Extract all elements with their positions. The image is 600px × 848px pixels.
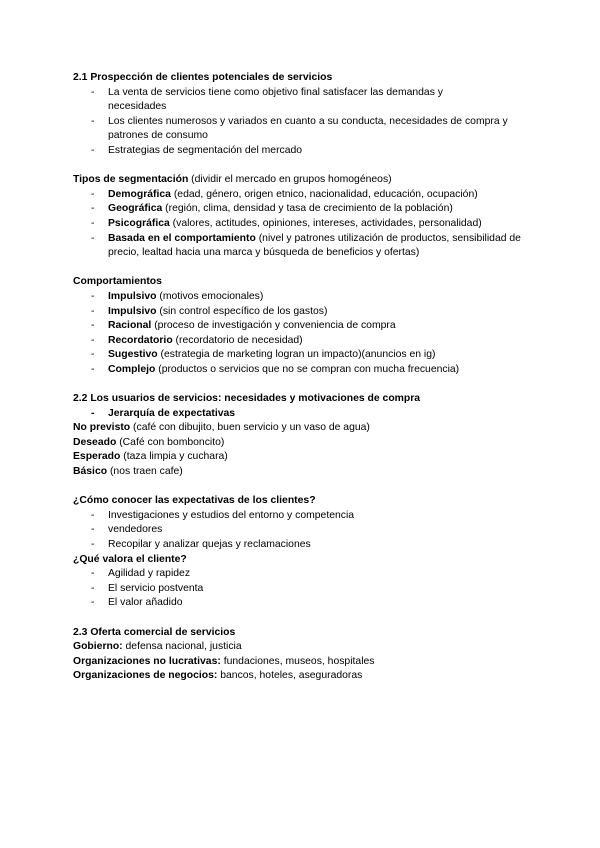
description: (edad, género, origen etnico, nacionalidad, educación, ocupación) [170,188,478,200]
list-item: - La venta de servicios tiene como objetivo final satisfacer las demandas y necesidades [73,86,540,115]
hierarchy-sublist [73,407,540,422]
segmentation-title: Tipos de segmentación [73,174,189,186]
behaviors-list [73,290,540,378]
expectations-title: ¿Cómo conocer las expectativas de los clientes? [73,495,316,507]
description: (nivel y patrones utilización de productos, sensibilidad de precio, lealtad hacia una marca y búsqueda de beneficios y ofertas) [108,232,521,259]
description: bancos, hoteles, aseguradoras [217,670,363,682]
list-item [73,363,540,378]
term: Gobierno: [73,641,123,653]
list-item [73,319,540,334]
term: Geográfica [108,203,163,215]
term: Racional [108,320,152,332]
segmentation-heading [73,173,540,188]
list-item: - vendedores [73,523,540,538]
list-item [73,334,540,349]
description: fundaciones, museos, hospitales [220,655,375,667]
behaviors-title: Comportamientos [73,276,162,288]
section-2-3-title: 2.3 Oferta comercial de servicios [73,626,236,638]
list-item [73,217,540,232]
list-item [73,290,540,305]
description: defensa nacional, justicia [122,641,242,653]
offer-row [73,669,540,684]
level-row [73,465,540,480]
list-item [73,188,540,203]
term: Complejo [108,363,156,375]
hierarchy-subtitle: - Jerarquía de expectativas [73,407,540,422]
expectations-list [73,509,540,553]
description: (proceso de investigación y conveniencia de compra [151,320,396,332]
list-item [73,305,540,320]
description: (recordatorio de necesidad) [172,334,303,346]
list-item: - Agilidad y rapidez [73,567,540,582]
term: Impulsivo [108,290,157,302]
level-row [73,436,540,451]
description: (motivos emocionales) [156,290,264,302]
level-row [73,450,540,465]
list-item: - El valor añadido [73,596,540,611]
list-item: - Estrategias de segmentación del mercado [73,144,540,159]
term: Recordatorio [108,334,173,346]
offer-row [73,655,540,670]
term: Impulsivo [108,305,157,317]
description: (sin control específico de los gastos) [156,305,328,317]
term: Organizaciones de negocios: [73,670,218,682]
term: Basada en el comportamiento [108,232,256,244]
segmentation-subtitle: (dividir el mercado en grupos homogéneos) [188,174,392,186]
term: Deseado [73,436,117,448]
term: Básico [73,466,108,478]
offer-row [73,640,540,655]
description: (valores, actitudes, opiniones, intereses, actividades, personalidad) [169,217,482,229]
term: Demográfica [108,188,171,200]
list-item [73,202,540,217]
section-2-2-title: 2.2 Los usuarios de servicios: necesidades y motivaciones de compra [73,393,421,405]
list-item: - Recopilar y analizar quejas y reclamaciones [73,538,540,553]
level-row [73,421,540,436]
segmentation-list [73,188,540,261]
description: (estrategia de marketing logran un impacto)(anuncios en ig) [157,349,436,361]
description: (taza limpia y cuchara) [120,451,228,463]
list-item [73,232,540,261]
section-2-1-title: 2.1 Prospección de clientes potenciales de servicios [73,72,333,83]
description: (café con dibujito, buen servicio y un vaso de agua) [130,422,370,434]
list-item: - Los clientes numerosos y variados en cuanto a su conducta, necesidades de compra y patrones de consumo [73,115,540,144]
client-values-list [73,567,540,611]
term: No previsto [73,422,131,434]
description: (nos traen cafe) [107,466,183,478]
list-item: - El servicio postventa [73,582,540,597]
description: (productos o servicios que no se compran con mucha frecuencia) [155,363,460,375]
list-item [73,348,540,363]
client-values-title: ¿Qué valora el cliente? [73,553,187,565]
term: Sugestivo [108,349,158,361]
term: Esperado [73,451,121,463]
description: (Café con bomboncito) [116,436,225,448]
description: (región, clima, densidad y tasa de crecimiento de la población) [162,203,453,215]
term: Organizaciones no lucrativas: [73,655,221,667]
section-2-1-list [73,86,540,159]
list-item: - Investigaciones y estudios del entorno y competencia [73,509,540,524]
term: Psicográfica [108,217,170,229]
